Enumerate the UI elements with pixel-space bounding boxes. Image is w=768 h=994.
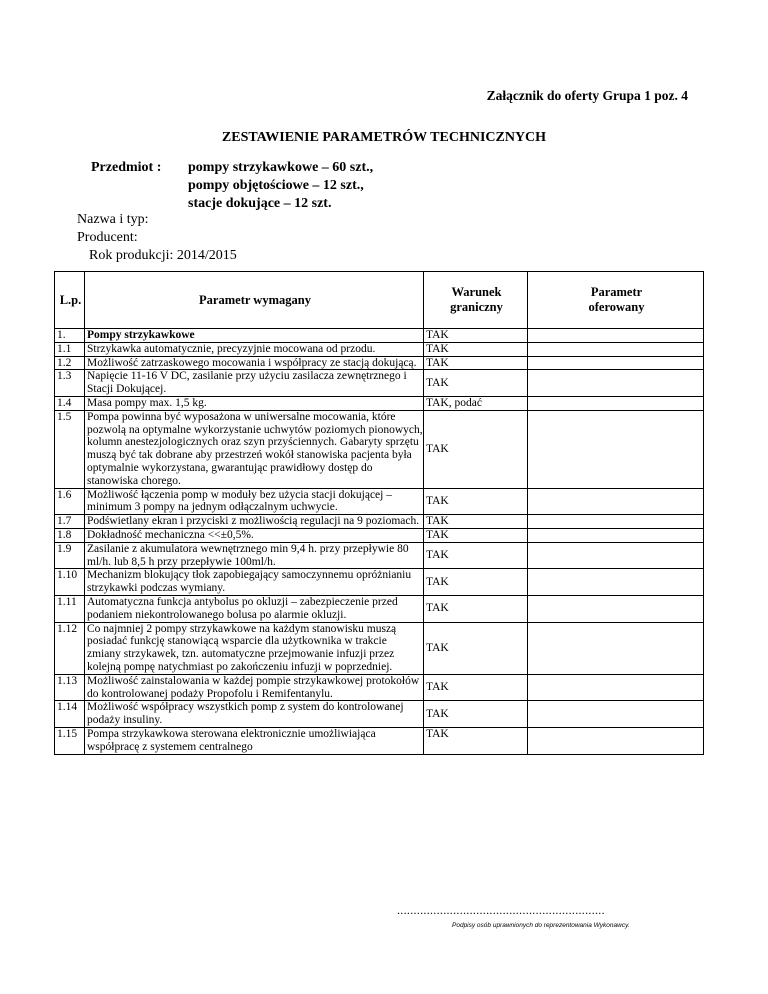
row-condition: TAK bbox=[424, 727, 528, 754]
row-condition: TAK bbox=[424, 701, 528, 728]
table-header-row bbox=[55, 272, 704, 329]
row-number: 1.8 bbox=[55, 528, 85, 542]
row-offered-value bbox=[528, 396, 704, 410]
row-offered-value bbox=[528, 727, 704, 754]
row-offered-value bbox=[528, 595, 704, 622]
parameters-table bbox=[54, 271, 704, 755]
row-number: 1.10 bbox=[55, 569, 85, 596]
row-parameter: Zasilanie z akumulatora wewnętrznego min 9,4 h. przy przepływie 80 ml/h. lub 8,5 h przy przepływie 100ml/h. bbox=[85, 542, 424, 569]
row-parameter: Pompy strzykawkowe bbox=[85, 329, 424, 343]
row-parameter: Strzykawka automatycznie, precyzyjnie mocowana od przodu. bbox=[85, 342, 424, 356]
row-parameter: Możliwość zainstalowania w każdej pompie strzykawkowej protokołów do kontrolowanej podaży Propofolu i Remifentanylu. bbox=[85, 674, 424, 701]
row-condition: TAK bbox=[424, 356, 528, 370]
row-parameter: Pompa powinna być wyposażona w uniwersalne mocowania, które pozwolą na optymalne wykorzystanie uchwytów poziomych pionowych, kolumn anestezjologicznych oraz szyn przyściennych. Gabaryty sprzętu muszą być tak dobrane aby przestrzeń wokół stanowiska pacjenta była optymalnie wykorzystana, gwarantując prawidłowy dostęp do stanowiska chorego. bbox=[85, 410, 424, 488]
row-number: 1.2 bbox=[55, 356, 85, 370]
row-condition: TAK bbox=[424, 595, 528, 622]
table-row bbox=[55, 674, 704, 701]
row-number: 1.1 bbox=[55, 342, 85, 356]
header-param: Parametr wymagany bbox=[85, 272, 424, 329]
row-offered-value bbox=[528, 370, 704, 397]
row-parameter: Masa pompy max. 1,5 kg. bbox=[85, 396, 424, 410]
row-condition: TAK bbox=[424, 674, 528, 701]
table-row bbox=[55, 569, 704, 596]
annex-label: Załącznik do oferty Grupa 1 poz. 4 bbox=[486, 88, 688, 103]
row-offered-value bbox=[528, 569, 704, 596]
row-offered-value bbox=[528, 674, 704, 701]
row-offered-value bbox=[528, 356, 704, 370]
row-number: 1.12 bbox=[55, 622, 85, 674]
table-row bbox=[55, 515, 704, 529]
row-parameter: Możliwość współpracy wszystkich pomp z system do kontrolowanej podaży insuliny. bbox=[85, 701, 424, 728]
table-row bbox=[55, 727, 704, 754]
row-parameter: Mechanizm blokujący tłok zapobiegający samoczynnemu opróżnianiu strzykawki podczas wymiany. bbox=[85, 569, 424, 596]
table-row bbox=[55, 528, 704, 542]
row-offered-value bbox=[528, 701, 704, 728]
subject-label: Przedmiot : bbox=[91, 160, 162, 175]
row-parameter: Pompa strzykawkowa sterowana elektronicznie umożliwiająca współpracę z systemem centralnego bbox=[85, 727, 424, 754]
row-number: 1.7 bbox=[55, 515, 85, 529]
producer-label: Producent: bbox=[77, 230, 138, 245]
row-parameter: Możliwość łączenia pomp w moduły bez użycia stacji dokującej – minimum 3 pompy na jednym odłączalnym uchwycie. bbox=[85, 488, 424, 515]
table-row bbox=[55, 356, 704, 370]
row-condition: TAK bbox=[424, 370, 528, 397]
row-condition: TAK bbox=[424, 488, 528, 515]
row-number: 1.14 bbox=[55, 701, 85, 728]
table-row bbox=[55, 329, 704, 343]
row-condition: TAK bbox=[424, 542, 528, 569]
row-offered-value bbox=[528, 515, 704, 529]
signature-line: ............................................................... bbox=[397, 903, 605, 917]
row-parameter: Możliwość zatrzaskowego mocowania i współpracy ze stacją dokującą. bbox=[85, 356, 424, 370]
row-condition: TAK bbox=[424, 329, 528, 343]
header-lp: L.p. bbox=[55, 272, 85, 329]
row-number: 1.3 bbox=[55, 370, 85, 397]
row-parameter: Napięcie 11-16 V DC, zasilanie przy użyciu zasilacza zewnętrznego i Stacji Dokującej. bbox=[85, 370, 424, 397]
table-row bbox=[55, 542, 704, 569]
header-offered: Parametr oferowany bbox=[528, 272, 704, 329]
row-offered-value bbox=[528, 622, 704, 674]
table-row bbox=[55, 701, 704, 728]
row-condition: TAK, podać bbox=[424, 396, 528, 410]
subject-lines bbox=[188, 159, 373, 213]
row-number: 1. bbox=[55, 329, 85, 343]
subject-line: pompy strzykawkowe – 60 szt., bbox=[188, 160, 374, 175]
row-number: 1.13 bbox=[55, 674, 85, 701]
row-offered-value bbox=[528, 410, 704, 488]
row-condition: TAK bbox=[424, 342, 528, 356]
row-offered-value bbox=[528, 542, 704, 569]
table-row bbox=[55, 622, 704, 674]
row-number: 1.15 bbox=[55, 727, 85, 754]
table-row bbox=[55, 410, 704, 488]
row-offered-value bbox=[528, 488, 704, 515]
row-number: 1.4 bbox=[55, 396, 85, 410]
production-year: Rok produkcji: 2014/2015 bbox=[89, 248, 237, 263]
row-parameter: Podświetlany ekran i przyciski z możliwością regulacji na 9 poziomach. bbox=[85, 515, 424, 529]
signature-caption: Podpisy osób uprawnionych do reprezentowania Wykonawcy. bbox=[452, 922, 630, 929]
table-row bbox=[55, 342, 704, 356]
row-number: 1.9 bbox=[55, 542, 85, 569]
table-row bbox=[55, 396, 704, 410]
row-condition: TAK bbox=[424, 515, 528, 529]
row-number: 1.5 bbox=[55, 410, 85, 488]
header-condition: Warunek graniczny bbox=[424, 272, 528, 329]
row-offered-value bbox=[528, 528, 704, 542]
table-row bbox=[55, 370, 704, 397]
table-row bbox=[55, 595, 704, 622]
row-condition: TAK bbox=[424, 622, 528, 674]
row-condition: TAK bbox=[424, 410, 528, 488]
row-condition: TAK bbox=[424, 528, 528, 542]
row-parameter: Co najmniej 2 pompy strzykawkowe na każdym stanowisku muszą posiadać funkcję stanowiącą wsparcie dla użytkownika w trakcie zmiany strzykawek, tzn. automatyczne przejmowanie infuzji przez kolejną pompę natychmiast po zakończeniu infuzji w poprzedniej. bbox=[85, 622, 424, 674]
row-offered-value bbox=[528, 329, 704, 343]
document-title: ZESTAWIENIE PARAMETRÓW TECHNICZNYCH bbox=[221, 130, 547, 145]
row-number: 1.6 bbox=[55, 488, 85, 515]
table-row bbox=[55, 488, 704, 515]
table-body bbox=[55, 329, 704, 755]
row-parameter: Dokładność mechaniczna <<±0,5%. bbox=[85, 528, 424, 542]
row-condition: TAK bbox=[424, 569, 528, 596]
row-offered-value bbox=[528, 342, 704, 356]
row-number: 1.11 bbox=[55, 595, 85, 622]
subject-line: stacje dokujące – 12 szt. bbox=[188, 196, 332, 211]
name-type-label: Nazwa i typ: bbox=[77, 212, 149, 227]
subject-block bbox=[91, 159, 373, 213]
subject-line: pompy objętościowe – 12 szt., bbox=[188, 178, 364, 193]
row-parameter: Automatyczna funkcja antybolus po okluzji – zabezpieczenie przed podaniem niekontrolowanego bolusa po alarmie okluzji. bbox=[85, 595, 424, 622]
